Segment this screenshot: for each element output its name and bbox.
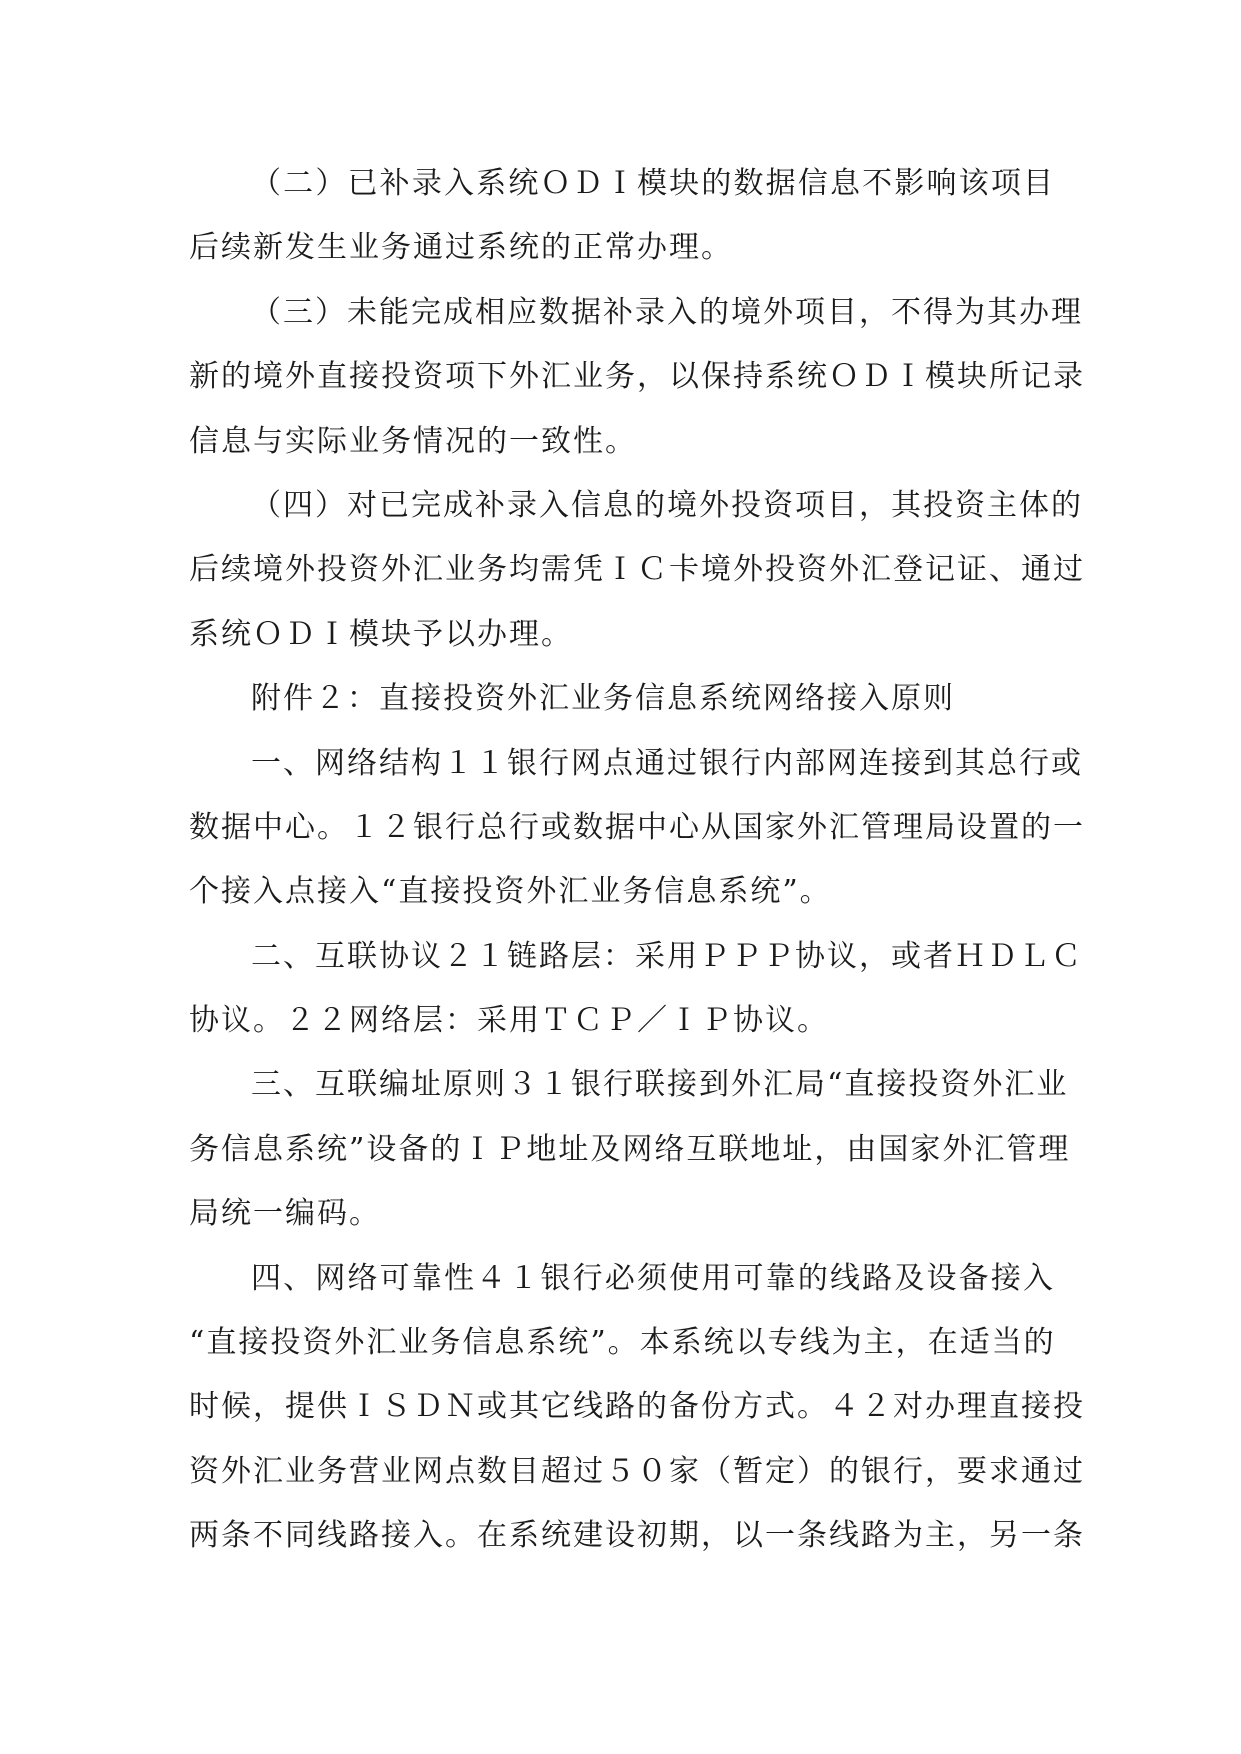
text-line: 个接入点接入“直接投资外汇业务信息系统”。: [189, 874, 832, 910]
text-line: 协议。２２网络层：采用ＴＣＰ／ＩＰ协议。: [189, 1003, 829, 1039]
text-line: 附件２：直接投资外汇业务信息系统网络接入原则: [251, 681, 955, 717]
text-line: 两条不同线路接入。在系统建设初期，以一条线路为主，另一条: [189, 1518, 1085, 1554]
text-line: 局统一编码。: [189, 1196, 381, 1232]
text-line: 一、网络结构１１银行网点通过银行内部网连接到其总行或: [251, 745, 1083, 781]
text-line: 四、网络可靠性４１银行必须使用可靠的线路及设备接入: [251, 1260, 1055, 1296]
text-line: 后续新发生业务通过系统的正常办理。: [189, 230, 733, 266]
text-line: 信息与实际业务情况的一致性。: [189, 423, 637, 459]
text-line: 新的境外直接投资项下外汇业务，以保持系统ＯＤＩ模块所记录: [189, 359, 1085, 395]
text-line: 务信息系统”设备的ＩＰ地址及网络互联地址，由国家外汇管理: [189, 1131, 1071, 1167]
text-line: 资外汇业务营业网点数目超过５０家（暂定）的银行，要求通过: [189, 1453, 1085, 1489]
text-line: （四）对已完成补录入信息的境外投资项目，其投资主体的: [251, 487, 1083, 523]
text-line: 系统ＯＤＩ模块予以办理。: [189, 616, 573, 652]
text-line: 二、互联协议２１链路层：采用ＰＰＰ协议，或者ＨＤＬＣ: [251, 938, 1083, 974]
text-line: 时候，提供ＩＳＤＮ或其它线路的备份方式。４２对办理直接投: [189, 1389, 1085, 1425]
text-line: （三）未能完成相应数据补录入的境外项目，不得为其办理: [251, 294, 1083, 330]
document-body: [189, 152, 1085, 1569]
text-line: “直接投资外汇业务信息系统”。本系统以专线为主，在适当的: [189, 1325, 1056, 1361]
text-line: 数据中心。１２银行总行或数据中心从国家外汇管理局设置的一: [189, 809, 1085, 845]
text-line: 三、互联编址原则３１银行联接到外汇局“直接投资外汇业: [251, 1067, 1069, 1103]
text-line: （二）已补录入系统ＯＤＩ模块的数据信息不影响该项目: [251, 166, 1055, 201]
text-line: 后续境外投资外汇业务均需凭ＩＣ卡境外投资外汇登记证、通过: [189, 552, 1085, 588]
